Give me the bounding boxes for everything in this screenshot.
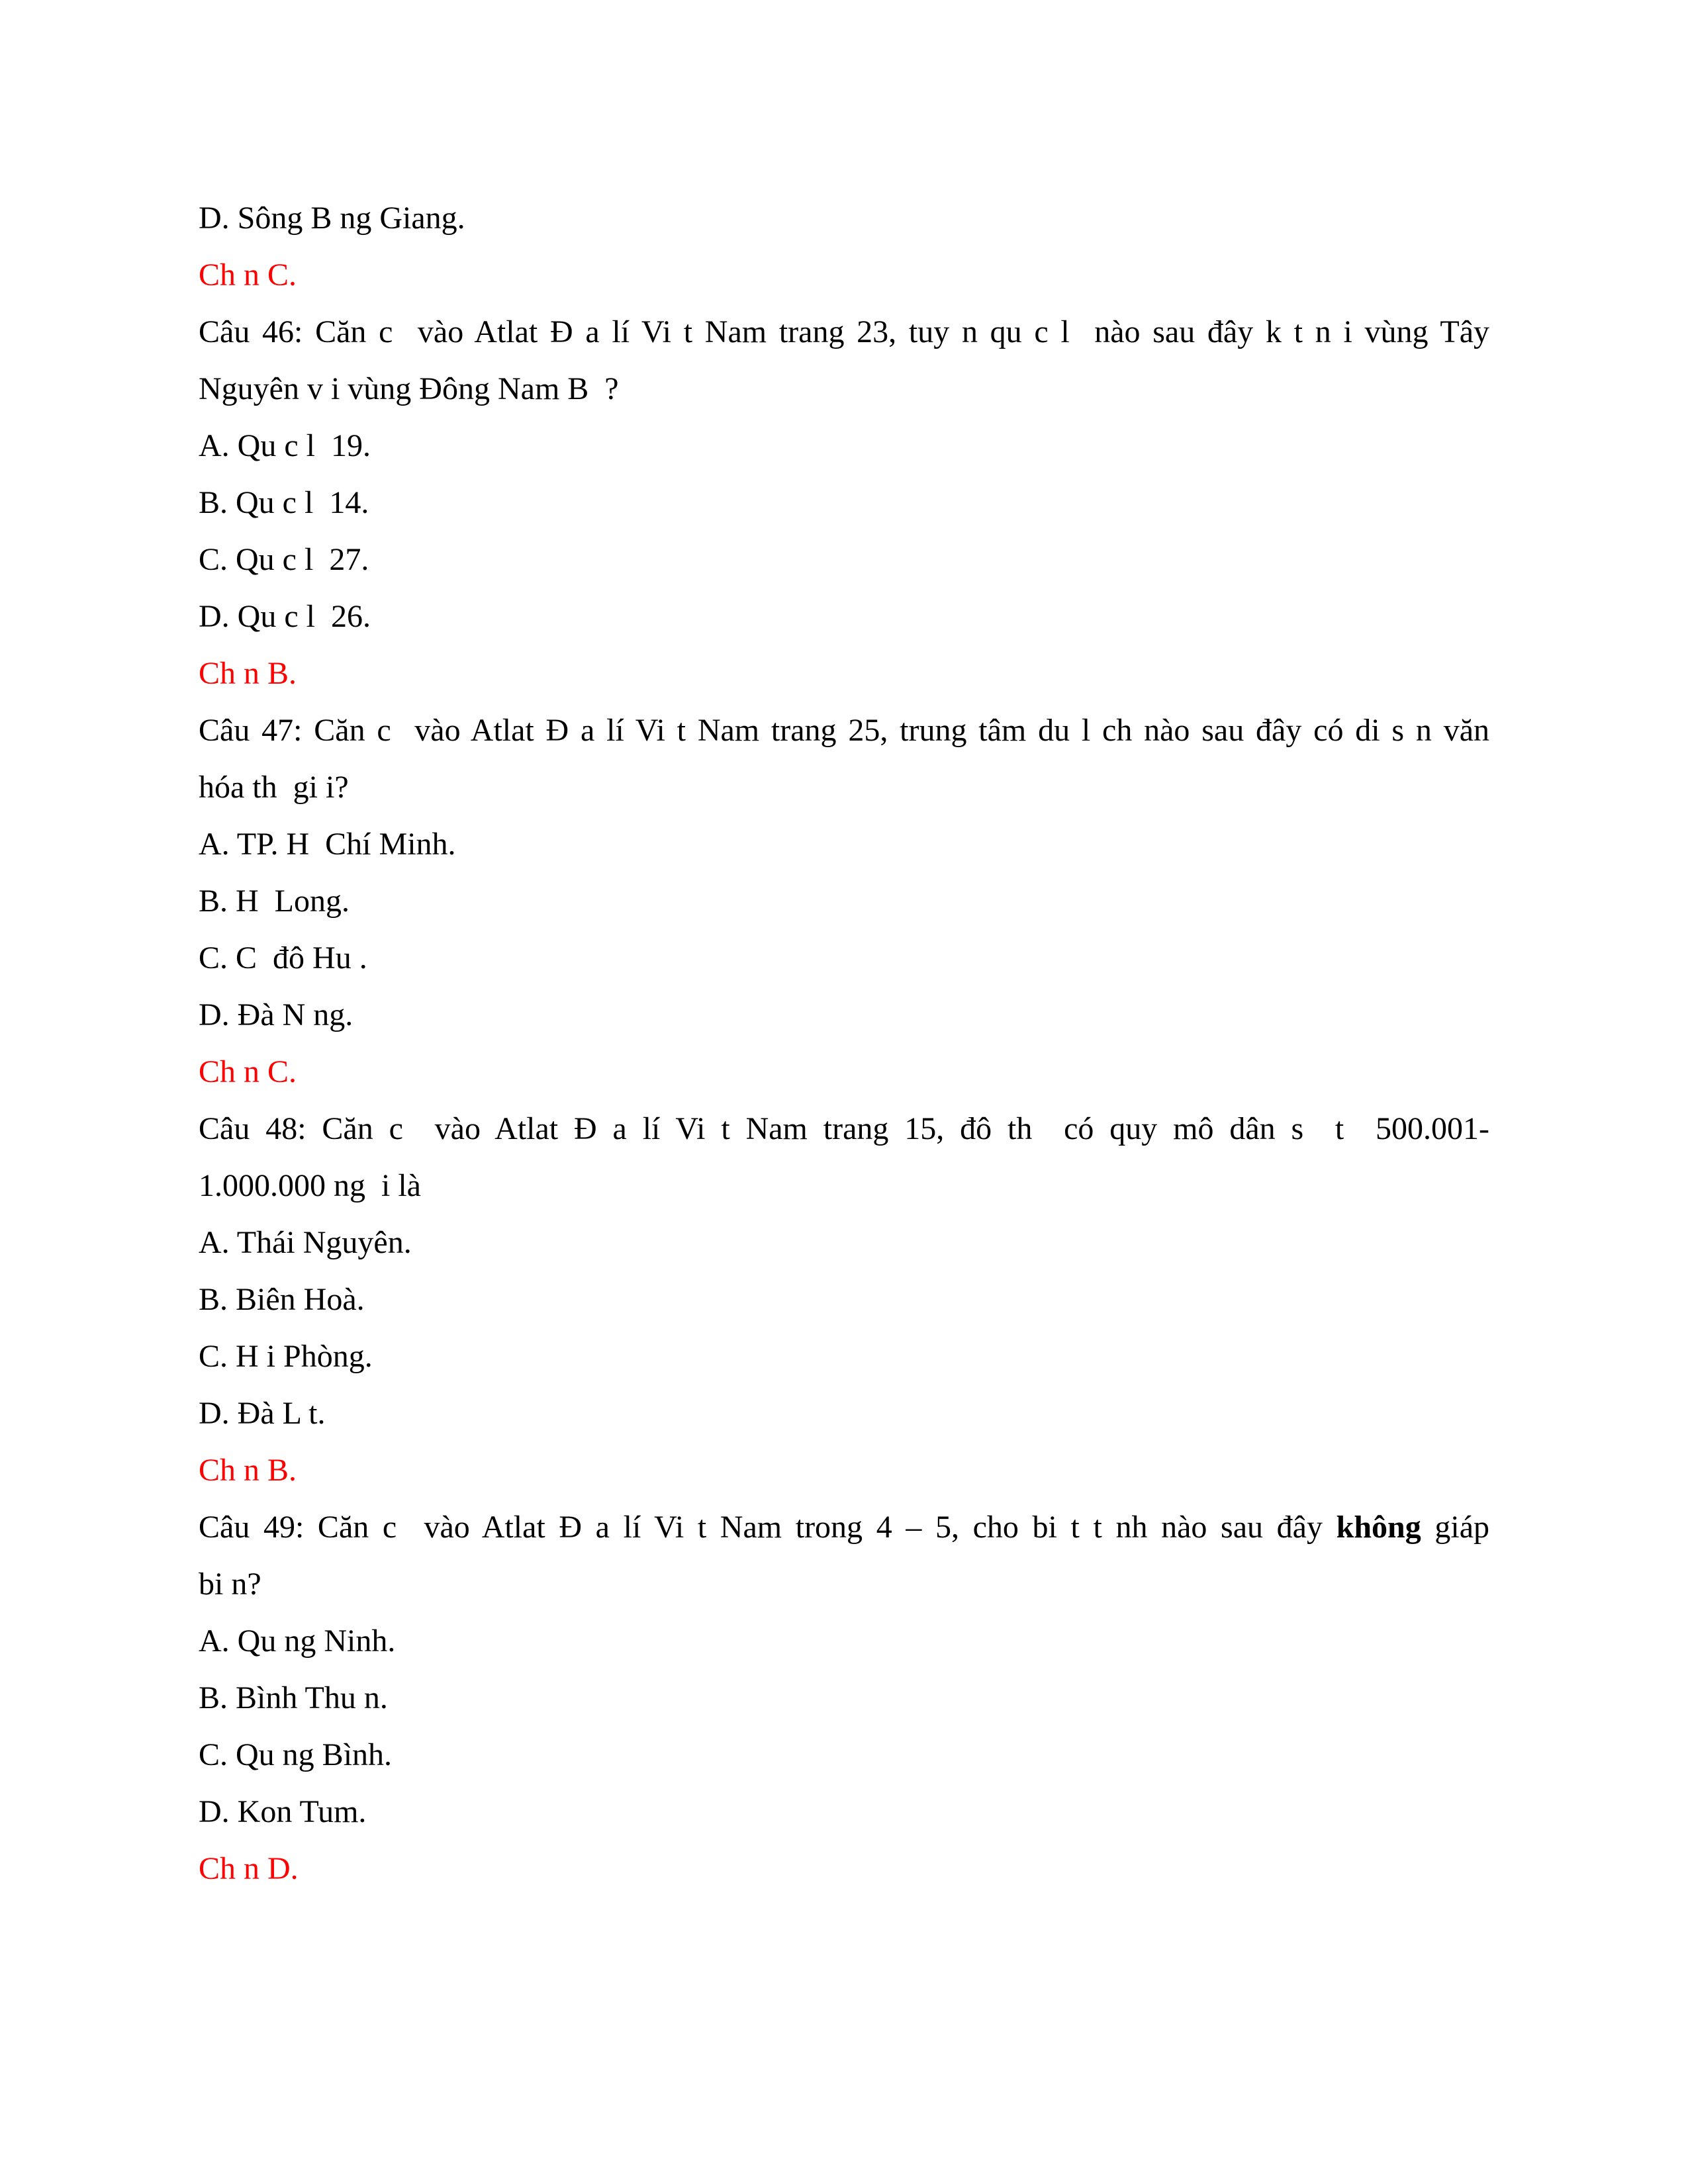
q49-option-b: B. Bình Thu n.: [199, 1680, 388, 1715]
q45-answer: Ch n C.: [199, 257, 297, 293]
q46-option-b: B. Qu c l 14.: [199, 485, 369, 520]
q45-option-d: D. Sông B ng Giang.: [199, 201, 465, 236]
q46-option-a: A. Qu c l 19.: [199, 428, 371, 463]
q48-question-line2: 1.000.000 ng i là: [199, 1168, 421, 1203]
q48-question-line1: Câu 48: Căn c vào Atlat Đ a lí Vi t Nam trang 15, đô th có quy mô dân s t 500.001-: [199, 1111, 1489, 1146]
q49-question-line1: [199, 1499, 1489, 1556]
q48-option-b: B. Biên Hoà.: [199, 1282, 365, 1317]
q49-question-line1-bold-word: không: [1336, 1510, 1421, 1545]
q47-question-line2: hóa th gi i?: [199, 770, 349, 805]
q49-option-d: D. Kon Tum.: [199, 1794, 367, 1829]
q49-option-a: A. Qu ng Ninh.: [199, 1623, 396, 1659]
q49-question-line1-pre: Câu 49: Căn c vào Atlat Đ a lí Vi t Nam trong 4 – 5, cho bi t t nh nào sau đây: [199, 1510, 1336, 1545]
q49-option-c: C. Qu ng Bình.: [199, 1737, 393, 1772]
q48-option-d: D. Đà L t.: [199, 1396, 326, 1431]
q46-option-c: C. Qu c l 27.: [199, 542, 369, 577]
q47-option-b: B. H Long.: [199, 884, 350, 919]
q46-answer: Ch n B.: [199, 656, 297, 691]
q48-answer: Ch n B.: [199, 1453, 297, 1488]
q46-question-line1: Câu 46: Căn c vào Atlat Đ a lí Vi t Nam trang 23, tuy n qu c l nào sau đây k t n i vùng Tây: [199, 314, 1489, 349]
q47-option-c: C. C đô Hu .: [199, 940, 367, 976]
q48-option-a: A. Thái Nguyên.: [199, 1225, 412, 1260]
q47-answer: Ch n C.: [199, 1054, 297, 1089]
q47-option-d: D. Đà N ng.: [199, 997, 353, 1032]
q49-answer: Ch n D.: [199, 1851, 299, 1886]
q47-option-a: A. TP. H Chí Minh.: [199, 827, 456, 862]
q46-option-d: D. Qu c l 26.: [199, 599, 371, 634]
q48-option-c: C. H i Phòng.: [199, 1339, 373, 1374]
q49-question-line1-post: giáp: [1421, 1510, 1490, 1545]
q46-question-line2: Nguyên v i vùng Đông Nam B ?: [199, 371, 619, 406]
q49-question-line2: bi n?: [199, 1567, 261, 1602]
document-content: [199, 190, 1489, 1897]
q47-question-line1: Câu 47: Căn c vào Atlat Đ a lí Vi t Nam trang 25, trung tâm du l ch nào sau đây có di s n văn: [199, 713, 1489, 748]
